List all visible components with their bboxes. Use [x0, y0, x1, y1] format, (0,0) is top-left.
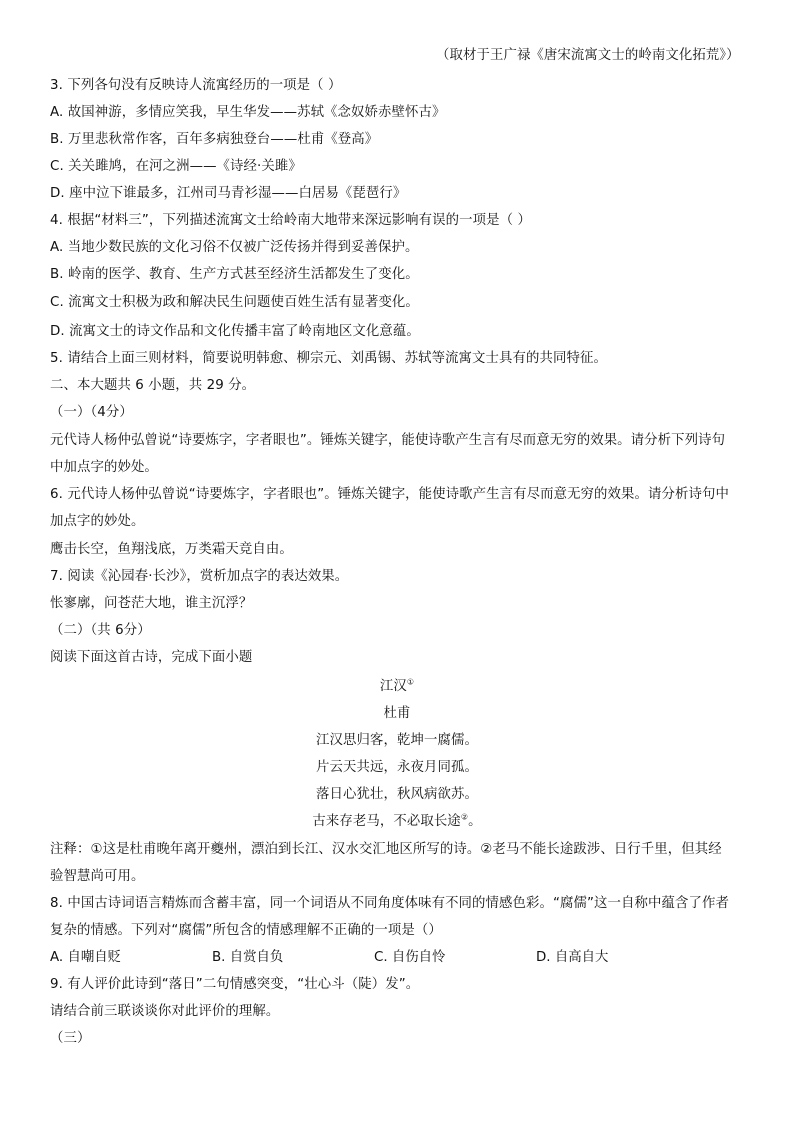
poem-line-4-footnote-mark: ② — [460, 812, 469, 822]
question-7-verse: 怅寥廓，问苍茫大地，谁主沉浮？ — [50, 596, 253, 611]
part-2-intro: 阅读下面这首古诗，完成下面小题 — [50, 650, 253, 665]
poem-line-4 — [0, 812, 794, 832]
question-6-line-1: 6. 元代诗人杨仲弘曾说“诗要炼字，字者眼也”。锤炼关键字，能使诗歌产生言有尽而意无穷的效果。请分析诗句中 — [50, 487, 729, 502]
poem-notes-line-2: 验智慧尚可用。 — [50, 869, 145, 884]
poem-line-4-end: 。 — [468, 814, 482, 829]
poem-line-4-text: 古来存老马，不必取长途 — [312, 814, 461, 829]
question-8-line-1: 8. 中国古诗词语言精炼而含蓄丰富，同一个词语从不同角度体味有不同的情感色彩。“腐儒”这一自称中蕴含了作者 — [50, 896, 729, 911]
poem-line-2: 片云天共远，永夜月同孤。 — [316, 760, 478, 775]
part-2-label: （二）（共 6分） — [50, 623, 151, 638]
poem-line-1: 江汉思归客，乾坤一腐儒。 — [316, 733, 478, 748]
question-8-option-c: C. 自伤自怜 — [374, 950, 446, 965]
question-3-stem: 3. 下列各句没有反映诗人流寓经历的一项是（ ） — [50, 78, 342, 93]
question-3-option-c: C. 关关雎鸠，在河之洲——《诗经·关雎》 — [50, 159, 302, 174]
question-8-option-b: B. 自赏自负 — [212, 950, 284, 965]
part-1-intro-line-1: 元代诗人杨仲弘曾说“诗要炼字，字者眼也”。锤炼关键字，能使诗歌产生言有尽而意无穷的效果。请分析下列诗句 — [50, 433, 726, 448]
poem-line-3: 落日心犹壮，秋风病欲苏。 — [316, 787, 478, 802]
question-8-option-a: A. 自嘲自贬 — [50, 950, 121, 965]
poem-notes-line-1: 注释：①这是杜甫晚年离开夔州，漂泊到长江、汉水交汇地区所写的诗。②老马不能长途跋涉、日行千里，但其经 — [50, 842, 722, 857]
question-4-option-a: A. 当地少数民族的文化习俗不仅被广泛传扬并得到妥善保护。 — [50, 240, 419, 255]
question-5: 5. 请结合上面三则材料，简要说明韩愈、柳宗元、刘禹锡、苏轼等流寓文士具有的共同特征。 — [50, 351, 607, 366]
question-6-line-2: 加点字的妙处。 — [50, 514, 145, 529]
source-note: （取材于王广禄《唐宋流寓文士的岭南文化拓荒》） — [436, 48, 740, 63]
question-9-line-1: 9. 有人评价此诗到“落日”二句情感突变，“壮心斗（陡）发”。 — [50, 977, 420, 992]
part-1-label: （一）（4分） — [50, 405, 133, 420]
part-1-intro-line-2: 中加点字的妙处。 — [50, 460, 158, 475]
question-4-option-b: B. 岭南的医学、教育、生产方式甚至经济生活都发生了变化。 — [50, 267, 419, 282]
question-9-line-2: 请结合前三联谈谈你对此评价的理解。 — [50, 1004, 280, 1019]
question-3-option-b: B. 万里悲秋常作客，百年多病独登台——杜甫《登高》 — [50, 132, 379, 147]
question-4-option-c: C. 流寓文士积极为政和解决民生问题使百姓生活有显著变化。 — [50, 295, 419, 310]
poem-title-text: 江汉 — [379, 679, 407, 694]
question-4-option-d: D. 流寓文士的诗文作品和文化传播丰富了岭南地区文化意蕴。 — [50, 324, 420, 339]
question-6-verse: 鹰击长空，鱼翔浅底，万类霜天竞自由。 — [50, 542, 293, 557]
question-8-option-d: D. 自高自大 — [536, 950, 609, 965]
poem-author: 杜甫 — [383, 706, 411, 721]
question-3-option-a: A. 故国神游，多情应笑我，早生华发——苏轼《念奴娇赤壁怀古》 — [50, 105, 446, 120]
poem-title-footnote-mark: ① — [406, 677, 415, 687]
question-4-stem: 4. 根据“材料三”，下列描述流寓文士给岭南大地带来深远影响有误的一项是（ ） — [50, 213, 531, 228]
question-3-option-d: D. 座中泣下谁最多，江州司马青衫湿——白居易《琵琶行》 — [50, 186, 407, 201]
question-7: 7. 阅读《沁园春·长沙》，赏析加点字的表达效果。 — [50, 569, 349, 584]
part-3-label: （三） — [50, 1031, 91, 1046]
question-8-line-2: 复杂的情感。下列对“腐儒”所包含的情感理解不正确的一项是（） — [50, 923, 442, 938]
section-2-heading: 二、本大题共 6 小题，共 29 分。 — [50, 378, 256, 393]
poem-title — [0, 677, 794, 697]
